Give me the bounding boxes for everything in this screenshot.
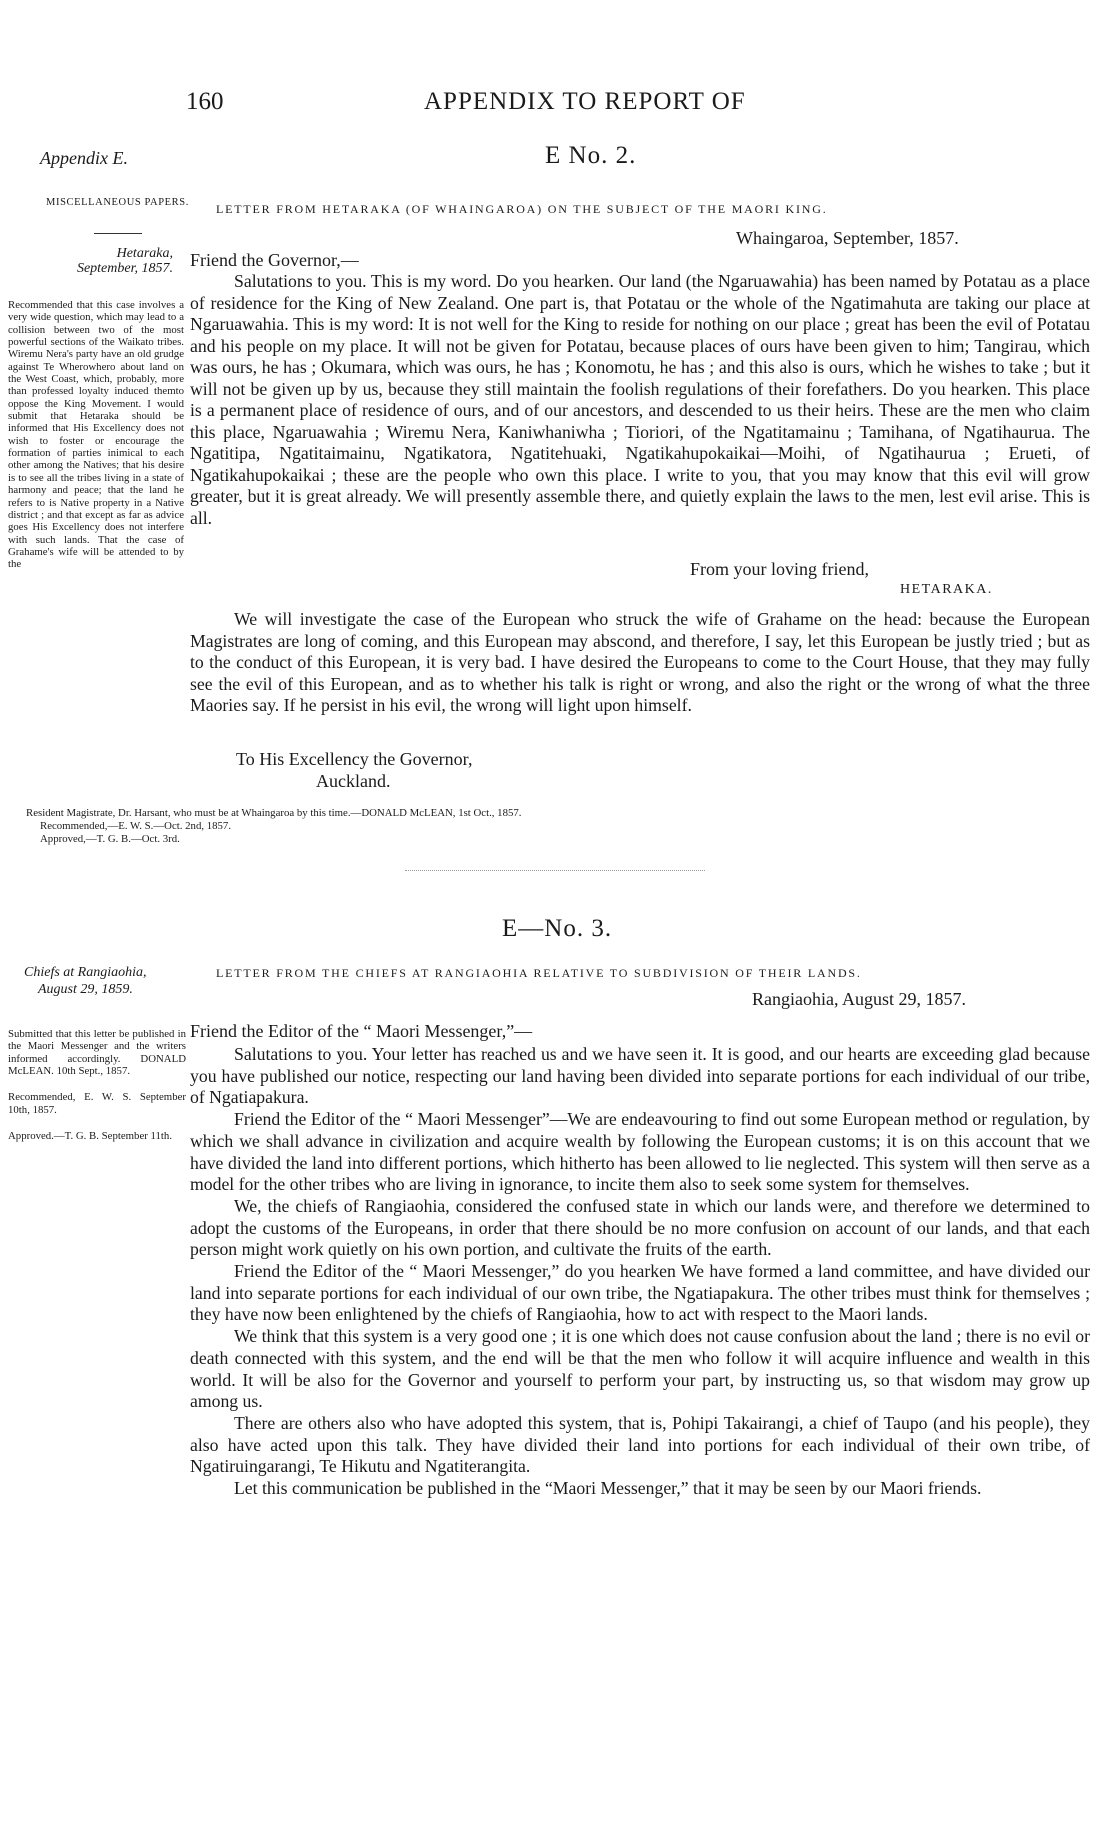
side-note-text: Submitted that this letter be published in the Maori Messenger and the writers informed accordingly. DONALD McLEAN. 10th Sept., 1857. xyxy=(8,1028,186,1078)
paragraph: Salutations to you. This is my word. Do you hearken. Our land (the Ngaruawahia) has been named by Potatau as a place of residence for the King of New Zealand. One part is, that Potatau or the whole of the Ngatimahuta are taking our place at Ngaruawahia. This is my word: It is not well for the King to reside for nothing on our place ; great has been the evil of Potatau and his people on my place. It will not be given for Potatau, because places of ours have been given to him; Tangirau, which was ours, he has ; Okumara, which was ours, he has ; Konomotu, he has ; and this also is ours, which he wishes to take ; but it will not be given up by us, because they still maintain the foolish regulations of their forefathers. Do you hearken. This place is a permanent place of residence of ours, and of our ancestors, and descended to us their heirs. These are the men who claim this place, Ngaruawahia ; Wiremu Nera, Kaniwhaniwha ; Tioriori, of the Ngatitamainu ; Tamihana, of Ngatihaurua. The Ngatitipa, Ngatitaimainu, Ngatikatora, Ngatitehuaki, Ngatikahupokaikai—Moihi, of Ngatihaurua ; Erueti, of Ngatikahupokaikai ; these are the people who own this place. I write to you, that you may know that this evil will grow greater, but it is great already. We will presently assemble there, and quietly explain the laws to the men, lest evil arise. This is all. xyxy=(190,271,1090,529)
side-note-text: Recommended, E. W. S. September 10th, 1857. xyxy=(8,1091,186,1116)
paragraph: We think that this system is a very good one ; it is one which does not cause confusion about the land ; there is no evil or death connected with this system, and the end will be that the men who follow it will acquire influence and wealth in this world. It will be also for the Governor and yourself to perform your part, by instructing us, so that wisdom may grow up among us. xyxy=(190,1326,1090,1412)
letter-heading-rangiaohia: LETTER FROM THE CHIEFS AT RANGIAOHIA RELATIVE TO SUBDIVISION OF THEIR LANDS. xyxy=(216,966,862,980)
paragraph: Let this communication be published in the “Maori Messenger,” that it may be seen by our Maori friends. xyxy=(234,1478,982,1499)
closing-line: From your loving friend, xyxy=(690,559,869,579)
letter-body-rangiaohia xyxy=(190,1044,1090,1500)
paragraph: We will investigate the case of the European who struck the wife of Grahame on the head: because the European Magistrates are long of coming, and this European may abscond, and therefore, I say, let this European be justly tried ; but as to the conduct of this European, it is very bad. I have desired the Europeans to come to the Court House, that they may fully see the evil of this European, and as to whether his talk is right or wrong, and also the right or the wrong of what the three Maories say. If he persist in his evil, the wrong will light upon himself. xyxy=(190,609,1090,716)
section-divider xyxy=(405,870,705,871)
dateline-whaingaroa: Whaingaroa, September, 1857. xyxy=(736,228,959,248)
letter-body-hetaraka xyxy=(190,271,1090,530)
address-line: To His Excellency the Governor, xyxy=(236,749,473,769)
section-id-e2: E No. 2. xyxy=(545,142,637,169)
paragraph: Salutations to you. Your letter has reached us and we have seen it. It is good, and our hearts are exceeding glad because you have published our notice, respecting our land having been divided into separate portions for each individual of our tribe, of Ngatiapakura. xyxy=(190,1044,1090,1108)
greeting-editor: Friend the Editor of the “ Maori Messenger,”— xyxy=(190,1021,533,1041)
side-reference-hetaraka xyxy=(58,246,173,276)
side-rule xyxy=(94,233,142,234)
minute-line: Recommended,—E. W. S.—Oct. 2nd, 1857. xyxy=(40,820,232,832)
side-notes-rangiaohia xyxy=(8,1028,186,1156)
paragraph: Friend the Editor of the “ Maori Messenger,” do you hearken We have formed a land committee, and have divided our land into separate portions for each individual of our own tribe, the Ngatiapakura. The other tribes must think for themselves ; they have now been enlightened by the chiefs of Rangiaohia, how to act with respect to the Maori lands. xyxy=(190,1261,1090,1325)
page-title: APPENDIX TO REPORT OF xyxy=(424,88,746,115)
signature: HETARAKA. xyxy=(900,582,993,597)
paragraph: Friend the Editor of the “ Maori Messenger”—We are endeavouring to find out some European method or regulation, by which we shall advance in civilization and acquire wealth by following the European customs; it is on this account that we have divided the land into different portions, which hitherto has been allowed to lie neglected. This system will then serve as a model for the other tribes who are living in ignorance, to incite them also to seek some system for themselves. xyxy=(190,1109,1090,1195)
minute-line: Resident Magistrate, Dr. Harsant, who must be at Whaingaroa by this time.—DONALD McLEAN, 1st Oct., 1857. xyxy=(26,807,522,819)
side-ref-line: September, 1857. xyxy=(76,261,173,276)
bottom-minute-notes xyxy=(26,807,1106,846)
page-number: 160 xyxy=(186,88,224,115)
paragraph: There are others also who have adopted this system, that is, Pohipi Takairangi, a chief of Taupo (and his people), they also have acted upon this talk. They have divided their land into portions for each individual of their own tribe, of Ngatiruingarangi, Te Hikutu and Ngatiterangita. xyxy=(190,1412,1090,1477)
side-ref-line: Hetaraka, xyxy=(116,246,173,261)
side-ref-line: August 29, 1859. xyxy=(38,982,133,997)
address-line: Auckland. xyxy=(316,771,391,791)
side-note-text: Approved.—T. G. B. September 11th. xyxy=(8,1130,173,1143)
side-category: MISCELLANEOUS PAPERS. xyxy=(46,197,189,208)
side-note-text: Recommended that this case involves a very wide question, which may lead to a collision between two of the most powerful sections of the Waikato tribes. Wiremu Nera's party have an old grudge against Te Wherowhero about land on the West Coast, which, probably, more than professed loyalty induced themto oppose the King Movement. I would submit that Hetaraka should be informed that His Excellency does not wish to foster or encourage the formation of parties inimical to each other among the Natives; that his desire is to see all the tribes living in a state of harmony and peace; that the land he refers to is Native property in a Native district ; and that except as far as advice goes His Excellency does not interfere with such lands. That the case of Grahame's wife will be attended to by the xyxy=(8,299,184,571)
postscript-body xyxy=(190,609,1090,717)
letter-heading-hetaraka: LETTER FROM HETARAKA (OF WHAINGAROA) ON THE SUBJECT OF THE MAORI KING. xyxy=(216,202,828,216)
paragraph: We, the chiefs of Rangiaohia, considered the confused state in which our lands were, and therefore we determined to adopt the customs of the Europeans, in order that there should be no more confusion on account of our lands, and that each person might work quietly on his own portion, and cultivate the fruits of the earth. xyxy=(190,1195,1090,1260)
minute-line: Approved,—T. G. B.—Oct. 3rd. xyxy=(40,833,180,845)
dateline-rangiaohia: Rangiaohia, August 29, 1857. xyxy=(752,989,966,1009)
side-note-recommendation xyxy=(8,299,184,571)
side-reference-rangiaohia xyxy=(24,964,174,998)
greeting-governor: Friend the Governor,— xyxy=(190,250,359,270)
side-ref-line: Chiefs at Rangiaohia, xyxy=(24,965,147,980)
appendix-label: Appendix E. xyxy=(40,148,128,168)
section-id-e3: E—No. 3. xyxy=(502,915,613,942)
